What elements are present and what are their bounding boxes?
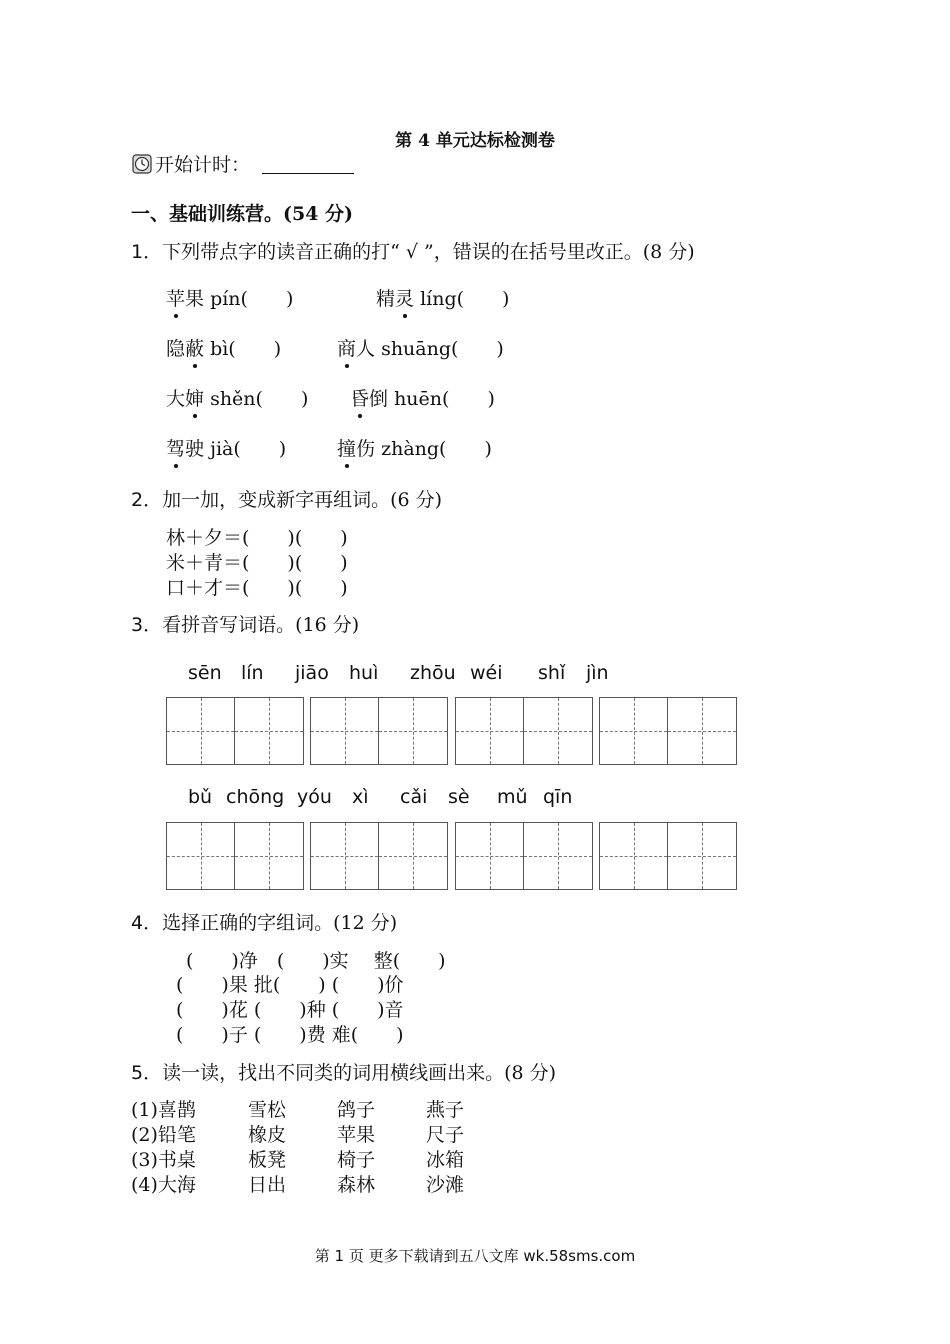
- grid-cell[interactable]: [379, 698, 447, 764]
- pinyin-label: zhōu: [410, 662, 456, 684]
- pinyin-label: xì: [352, 786, 369, 808]
- q1-dotted-char: 灵: [395, 284, 414, 311]
- q1-item: [166, 334, 281, 361]
- q1-dotted-char: 蔽: [185, 334, 204, 361]
- grid-cell[interactable]: [600, 823, 668, 889]
- q2-line: 林＋夕＝( )( ): [166, 527, 348, 549]
- q1-item: [376, 284, 509, 311]
- page-footer: 第 1 页 更多下载请到五八文库 wk.58sms.com: [314, 1247, 636, 1265]
- pinyin-label: wéi: [470, 662, 503, 684]
- pinyin-label: sè: [448, 786, 470, 808]
- q4-line: ( )花 ( )种 ( )音: [176, 999, 404, 1021]
- q1-item: [166, 284, 293, 311]
- q2-line: 口＋才＝( )( ): [166, 577, 348, 599]
- grid-cell[interactable]: [456, 823, 524, 889]
- q1-pinyin-answer[interactable]: líng( ): [414, 288, 510, 310]
- question-4-prompt: 选择正确的字组词。(12 分): [162, 912, 398, 934]
- q2-line: 米＋青＝( )( ): [166, 552, 348, 574]
- q1-item: [166, 434, 286, 461]
- pinyin-label: lín: [241, 662, 264, 684]
- q1-pinyin-answer[interactable]: zhàng( ): [375, 438, 492, 460]
- question-2: 2．加一加，变成新字再组词。(6 分): [131, 489, 443, 511]
- pinyin-label: bǔ: [188, 786, 213, 808]
- grid-cell[interactable]: [668, 823, 736, 889]
- q4-line: ( )果 批( ) ( )价: [176, 974, 404, 996]
- pinyin-label: cǎi: [400, 786, 428, 808]
- pinyin-label: sēn: [188, 662, 222, 684]
- section-heading: 一、基础训练营。(54 分): [131, 203, 354, 225]
- q1-item-text: 精: [376, 288, 396, 310]
- grid-cell[interactable]: [524, 698, 592, 764]
- writing-grid[interactable]: [599, 697, 737, 765]
- timer-blank[interactable]: [262, 155, 354, 174]
- q1-item: [337, 434, 492, 461]
- pinyin-label: chōng: [226, 786, 285, 808]
- q1-item-text: 大: [166, 388, 186, 410]
- question-3: 3．看拼音写词语。(16 分): [131, 614, 360, 636]
- q5-word: 燕子: [426, 1099, 465, 1121]
- q1-dotted-char: 撞: [337, 434, 356, 461]
- q5-word: 森林: [337, 1174, 376, 1196]
- question-5-prompt: 读一读，找出不同类的词用横线画出来。(8 分): [162, 1062, 557, 1084]
- q5-word: (1)喜鹊: [131, 1099, 196, 1121]
- pinyin-label: yóu: [297, 786, 332, 808]
- grid-cell[interactable]: [235, 698, 303, 764]
- q5-word: 橡皮: [248, 1124, 287, 1146]
- writing-grid[interactable]: [455, 697, 593, 765]
- clock-icon: [131, 153, 153, 175]
- grid-cell[interactable]: [311, 698, 379, 764]
- timer-label: 开始计时：: [155, 154, 251, 176]
- q5-word: 苹果: [337, 1124, 376, 1146]
- q4-line: ( )子 ( )费 难( ): [176, 1024, 404, 1046]
- q1-pinyin-answer[interactable]: bì( ): [204, 338, 282, 360]
- q1-item-text: 人: [356, 338, 376, 360]
- timer-line: [131, 150, 354, 177]
- q1-item-text: 隐: [166, 338, 186, 360]
- q5-word: (3)书桌: [131, 1149, 196, 1171]
- question-1: 1．下列带点字的读音正确的打“ √ ”，错误的在括号里改正。(8 分): [131, 241, 695, 263]
- grid-cell[interactable]: [235, 823, 303, 889]
- q5-word: 雪松: [248, 1099, 287, 1121]
- q5-word: (4)大海: [131, 1174, 196, 1196]
- writing-grid[interactable]: [166, 697, 304, 765]
- q5-word: 鸽子: [337, 1099, 376, 1121]
- question-5: 5．读一读，找出不同类的词用横线画出来。(8 分): [131, 1062, 557, 1084]
- q1-pinyin-answer[interactable]: huēn( ): [388, 388, 495, 410]
- page-title: 第 4 单元达标检测卷: [395, 131, 555, 151]
- q1-item-text: 果: [185, 288, 205, 310]
- q1-item: [337, 334, 504, 361]
- q1-dotted-char: 商: [337, 334, 356, 361]
- question-3-prompt: 看拼音写词语。(16 分): [162, 614, 360, 636]
- writing-grid[interactable]: [455, 822, 593, 890]
- grid-cell[interactable]: [167, 823, 235, 889]
- q5-word: 日出: [248, 1174, 287, 1196]
- writing-grid[interactable]: [310, 822, 448, 890]
- q4-line: ( )净 ( )实 整( ): [186, 950, 446, 972]
- q1-pinyin-answer[interactable]: jià( ): [204, 438, 287, 460]
- grid-cell[interactable]: [600, 698, 668, 764]
- q5-word: 尺子: [426, 1124, 465, 1146]
- q5-word: 沙滩: [426, 1174, 465, 1196]
- q1-item-text: 伤: [356, 438, 376, 460]
- writing-grid[interactable]: [599, 822, 737, 890]
- q1-dotted-char: 婶: [185, 384, 204, 411]
- q1-pinyin-answer[interactable]: pín( ): [204, 288, 294, 310]
- q1-item-text: 驶: [185, 438, 205, 460]
- q1-dotted-char: 昏: [350, 384, 369, 411]
- pinyin-label: jiāo: [295, 662, 329, 684]
- q1-pinyin-answer[interactable]: shěn( ): [204, 388, 309, 410]
- grid-cell[interactable]: [456, 698, 524, 764]
- q1-pinyin-answer[interactable]: shuāng( ): [375, 338, 504, 360]
- q5-word: 冰箱: [426, 1149, 465, 1171]
- q5-word: 椅子: [337, 1149, 376, 1171]
- grid-cell[interactable]: [668, 698, 736, 764]
- pinyin-label: shǐ: [538, 662, 566, 684]
- q1-item: [350, 384, 495, 411]
- question-4: 4．选择正确的字组词。(12 分): [131, 912, 398, 934]
- q1-dotted-char: 苹: [166, 284, 185, 311]
- pinyin-label: mǔ: [497, 786, 528, 808]
- q5-word: 板凳: [248, 1149, 287, 1171]
- q5-word: (2)铅笔: [131, 1124, 196, 1146]
- grid-cell[interactable]: [311, 823, 379, 889]
- grid-cell[interactable]: [524, 823, 592, 889]
- grid-cell[interactable]: [379, 823, 447, 889]
- pinyin-label: jìn: [586, 662, 609, 684]
- writing-grid[interactable]: [310, 697, 448, 765]
- q1-item-text: 倒: [369, 388, 389, 410]
- question-1-prompt: 下列带点字的读音正确的打“ √ ”，错误的在括号里改正。(8 分): [162, 241, 695, 263]
- writing-grid[interactable]: [166, 822, 304, 890]
- pinyin-label: qīn: [543, 786, 573, 808]
- q1-dotted-char: 驾: [166, 434, 185, 461]
- q1-item: [166, 384, 308, 411]
- question-2-prompt: 加一加，变成新字再组词。(6 分): [162, 489, 443, 511]
- pinyin-label: huì: [349, 662, 379, 684]
- grid-cell[interactable]: [167, 698, 235, 764]
